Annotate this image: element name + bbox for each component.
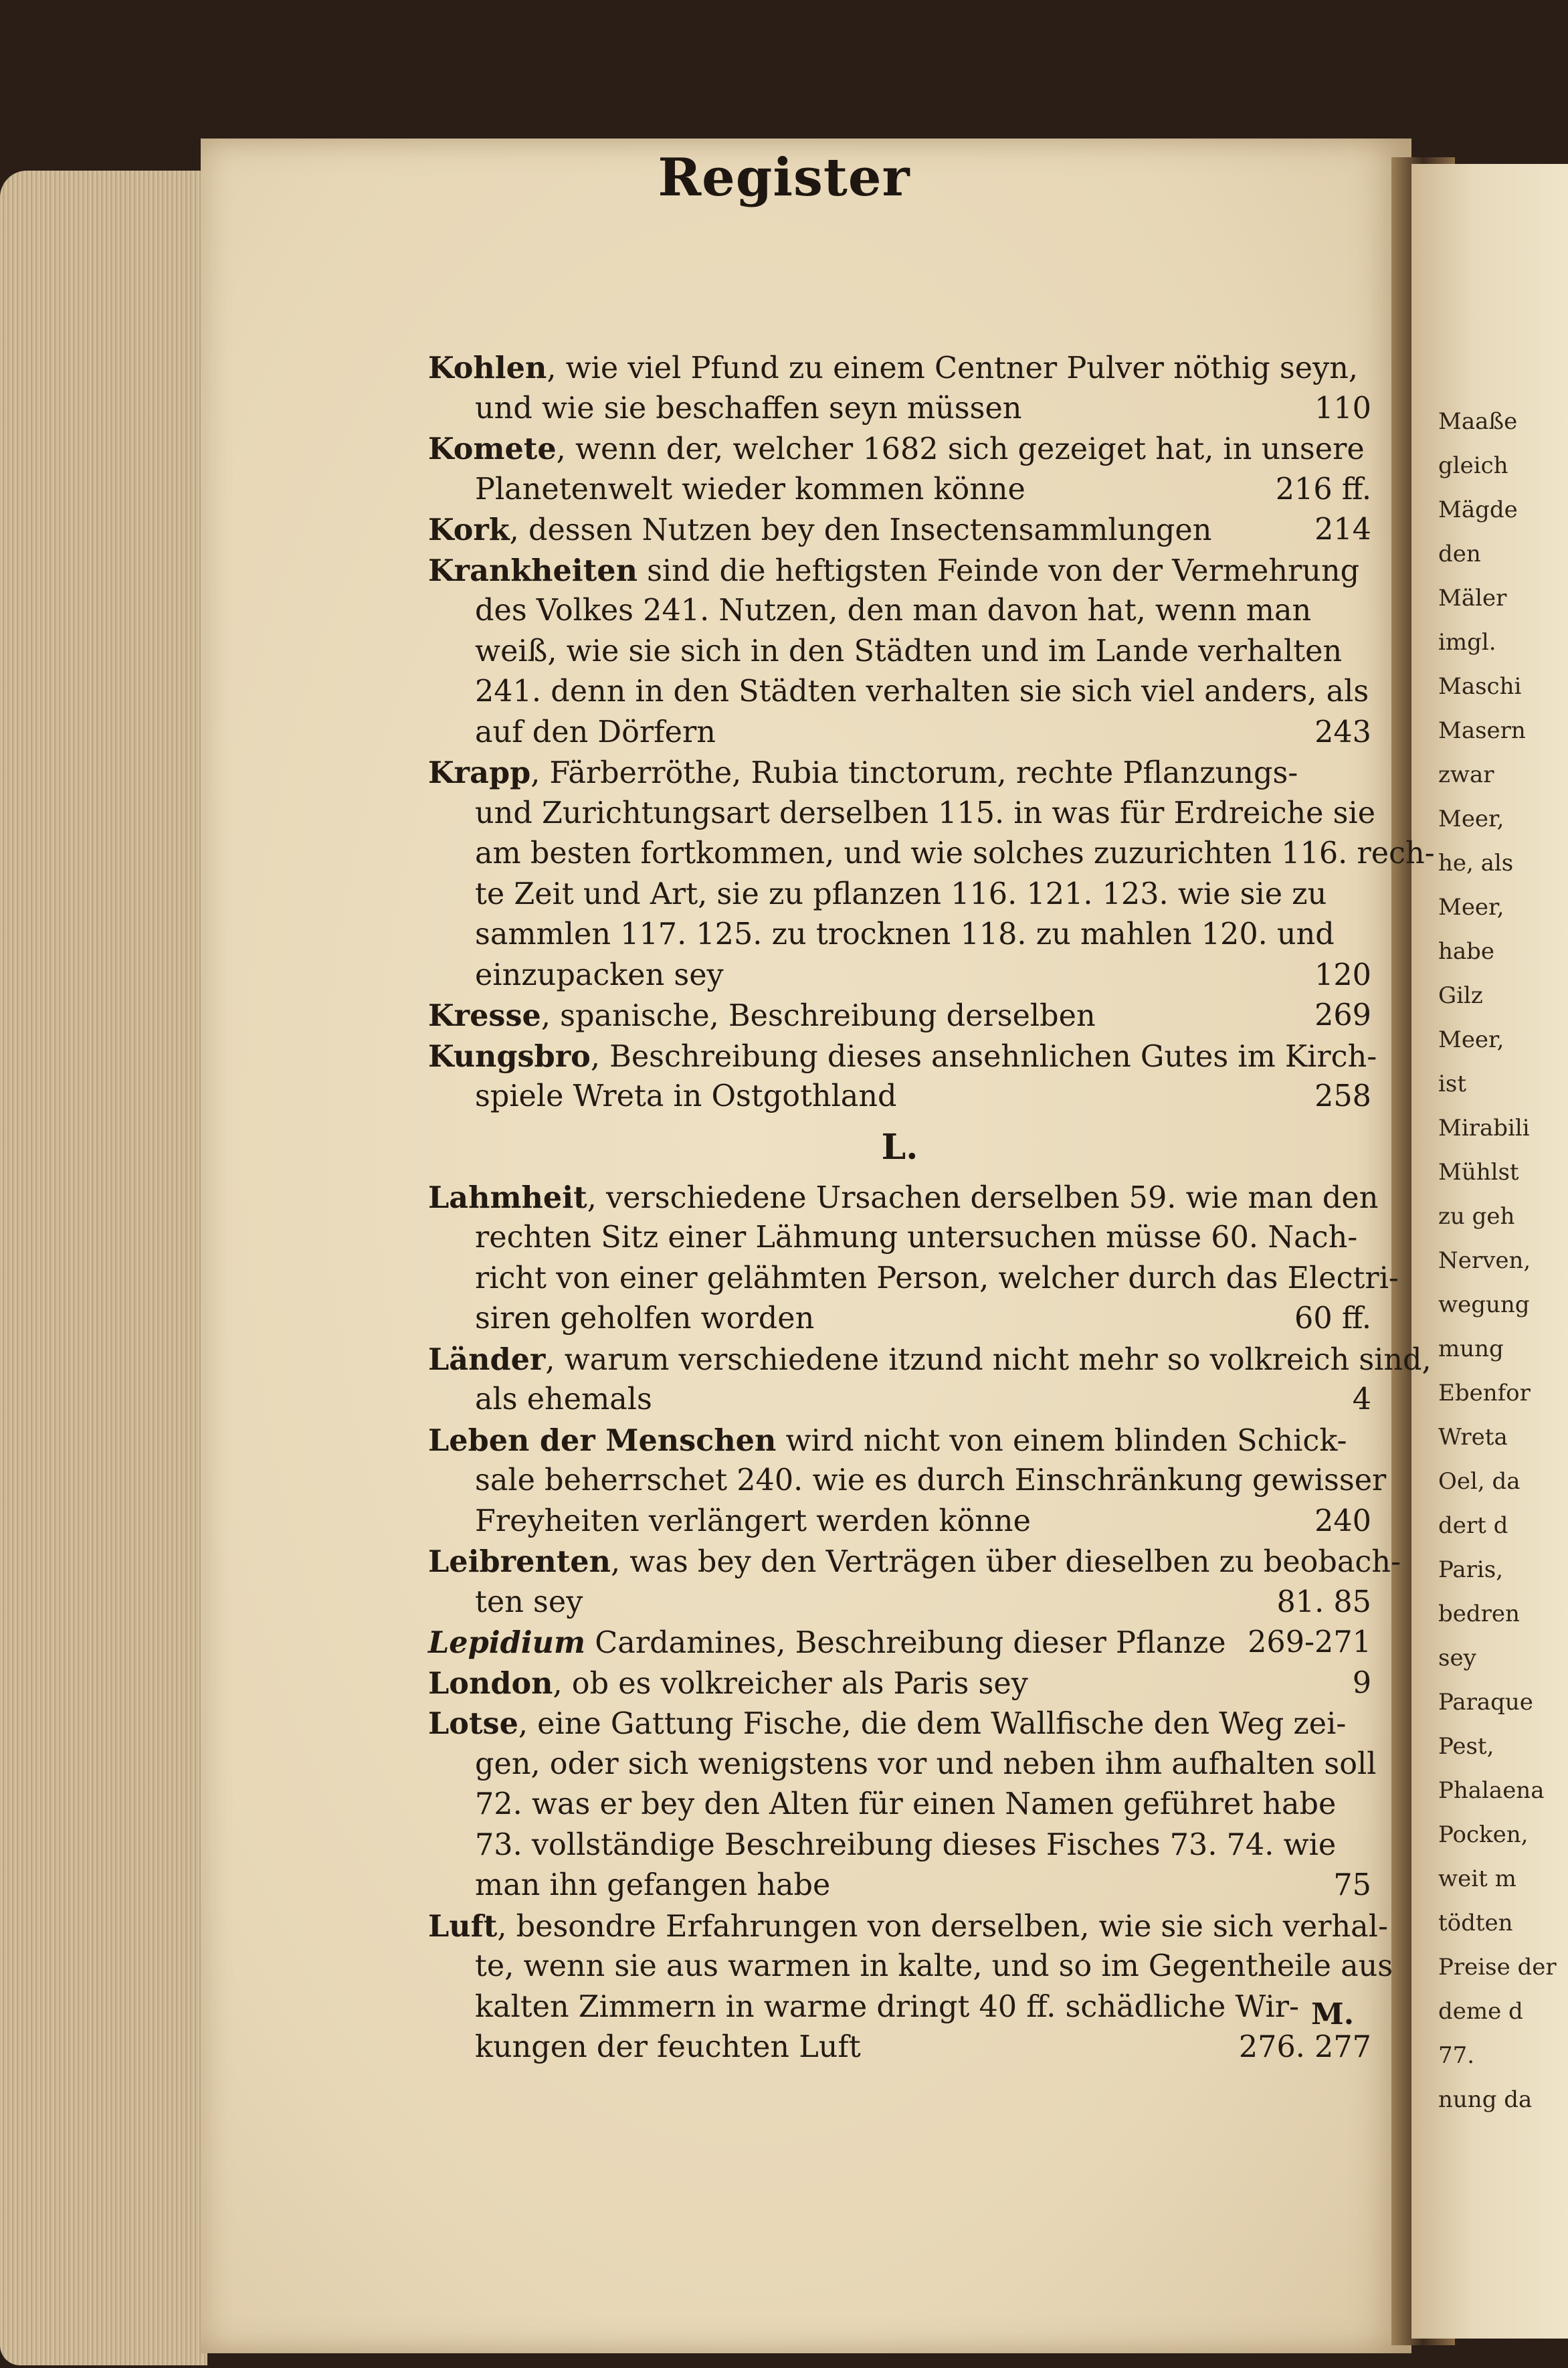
page-reference: 243 xyxy=(1314,715,1371,749)
entry-line xyxy=(428,1421,1371,1461)
entry-text: te, wenn sie aus warmen in kalte, und so im Gegentheile aus xyxy=(475,1949,1393,1983)
entry-text: , spanische, Beschreibung derselben xyxy=(541,999,1096,1033)
entries-k-section xyxy=(428,348,1435,1117)
entry-line xyxy=(428,429,1371,470)
entry-headword: Luft xyxy=(428,1908,498,1944)
register-entry xyxy=(428,429,1371,510)
next-page-fragment: nung da xyxy=(1438,2086,1533,2113)
section-letter: L. xyxy=(881,1126,918,1168)
next-page-fragment: den xyxy=(1438,541,1481,567)
next-page-fragment: Oel, da xyxy=(1438,1468,1521,1495)
entry-line xyxy=(428,794,1376,834)
next-page-fragment: habe xyxy=(1438,938,1495,965)
next-page-fragment: gleich xyxy=(1438,452,1508,479)
entry-text: spiele Wreta in Ostgothland xyxy=(475,1079,897,1113)
register-entry xyxy=(428,1178,1399,1340)
next-page-fragment: Meer, xyxy=(1438,806,1504,832)
entry-line xyxy=(428,1865,1371,1906)
entry-text: und Zurichtungsart derselben 115. in was für Erdreiche sie xyxy=(475,796,1376,830)
page-reference: 9 xyxy=(1352,1665,1371,1700)
entry-line xyxy=(428,1259,1399,1299)
entry-line xyxy=(428,834,1435,875)
page-reference: 60 ff. xyxy=(1294,1301,1371,1336)
next-page-fragment: wegung xyxy=(1438,1291,1530,1318)
entry-text: richt von einer gelähmten Person, welcher durch das Electri- xyxy=(475,1261,1399,1295)
next-page-fragment: Mäler xyxy=(1438,585,1507,612)
register-entry xyxy=(428,1036,1377,1117)
next-page-fragment: Paris, xyxy=(1438,1556,1504,1583)
page-reference: 75 xyxy=(1333,1868,1371,1902)
entry-headword: Kungsbro xyxy=(428,1038,591,1074)
entry-text: als ehemals xyxy=(475,1382,652,1417)
entry-text: Cardamines, Beschreibung dieser Pflanze xyxy=(585,1626,1226,1660)
entry-headword: Leben der Menschen xyxy=(428,1423,777,1458)
register-text xyxy=(428,348,1435,2068)
entry-text: kalten Zimmern in warme dringt 40 ff. schädliche Wir- xyxy=(475,1989,1300,2024)
entry-text: auf den Dörfern xyxy=(475,715,716,749)
entry-line xyxy=(428,1785,1371,1825)
entry-text: 72. was er bey den Alten für einen Namen geführet habe xyxy=(475,1787,1337,1821)
entry-text: te Zeit und Art, sie zu pflanzen 116. 121. 123. wie sie zu xyxy=(475,877,1327,911)
entry-line xyxy=(428,1299,1371,1340)
entry-headword: London xyxy=(428,1665,553,1701)
entry-text: , warum verschiedene itzund nicht mehr so volkreich sind, xyxy=(545,1342,1432,1377)
entry-line xyxy=(428,1340,1432,1380)
register-entry xyxy=(428,348,1371,429)
entry-line xyxy=(428,1704,1371,1744)
entry-text: , was bey den Verträgen über dieselben zu beobach- xyxy=(610,1545,1401,1579)
next-page-fragment: Pocken, xyxy=(1438,1821,1529,1848)
register-entry xyxy=(428,1623,1371,1663)
register-entry xyxy=(428,1704,1377,1906)
page-reference: 81. 85 xyxy=(1276,1584,1371,1619)
entry-text: rechten Sitz einer Lähmung untersuchen müsse 60. Nach- xyxy=(475,1220,1358,1255)
next-page-fragment: Phalaena xyxy=(1438,1777,1545,1804)
next-page-fragment: Mühlst xyxy=(1438,1159,1519,1186)
page-reference: 110 xyxy=(1314,391,1371,426)
next-page-fragment: imgl. xyxy=(1438,629,1496,656)
next-page-fragment: Meer, xyxy=(1438,1026,1504,1053)
next-page-fragment: Gilz xyxy=(1438,982,1483,1009)
page-reference: 258 xyxy=(1314,1079,1371,1113)
entry-line xyxy=(428,1380,1371,1421)
entry-line xyxy=(428,1218,1371,1259)
page-reference: 4 xyxy=(1352,1382,1371,1417)
entry-text: gen, oder sich wenigstens vor und neben ihm aufhalten soll xyxy=(475,1746,1377,1781)
next-page-fragment: sey xyxy=(1438,1645,1476,1671)
next-page-fragment: tödten xyxy=(1438,1910,1513,1936)
entry-headword: Lahmheit xyxy=(428,1180,587,1215)
entry-text: am besten fortkommen, und wie solches zuzurichten 116. rech- xyxy=(475,836,1435,871)
entry-line xyxy=(428,551,1371,591)
entry-line xyxy=(428,955,1371,996)
entry-line xyxy=(428,348,1371,389)
entry-line xyxy=(428,753,1371,794)
entry-text: einzupacken sey xyxy=(475,958,724,992)
entry-headword: Leibrenten xyxy=(428,1544,611,1579)
entry-line xyxy=(428,1178,1379,1218)
entry-text: , Beschreibung dieses ansehnlichen Gutes im Kirch- xyxy=(590,1039,1377,1074)
register-entry xyxy=(428,1421,1387,1542)
entry-headword: Kohlen xyxy=(428,351,547,385)
entry-text: sind die heftigsten Feinde von der Vermehrung xyxy=(637,553,1360,588)
entry-line xyxy=(428,389,1371,430)
right-page-fragment xyxy=(1411,164,1568,2339)
entry-text: man ihn gefangen habe xyxy=(475,1868,831,1902)
register-entry xyxy=(428,1542,1401,1623)
register-entry xyxy=(428,1906,1393,2068)
entry-text: , Färberröthe, xyxy=(530,756,751,790)
register-entry xyxy=(428,996,1371,1036)
next-page-fragment: bedren xyxy=(1438,1601,1520,1627)
entry-line xyxy=(428,1744,1377,1785)
register-entry xyxy=(428,753,1435,996)
next-page-fragment: Meer, xyxy=(1438,894,1504,921)
entry-text: des Volkes 241. Nutzen, den man davon hat, wenn man xyxy=(475,594,1312,628)
entry-line xyxy=(428,1036,1377,1077)
entry-text: ten sey xyxy=(475,1584,583,1619)
entry-text: , wenn der, welcher 1682 sich gezeiget hat, in unsere xyxy=(556,432,1365,466)
entry-line xyxy=(428,1623,1371,1663)
entry-line xyxy=(428,1987,1371,2028)
entry-line xyxy=(428,510,1371,551)
entry-text: , verschiedene Ursachen derselben 59. wie man den xyxy=(587,1180,1379,1215)
entry-text: sale beherrschet 240. wie es durch Einschränkung gewisser xyxy=(475,1463,1387,1497)
page-reference: 240 xyxy=(1314,1504,1371,1538)
register-entry xyxy=(428,1340,1432,1421)
entry-line xyxy=(428,996,1371,1036)
entry-text: und wie sie beschaffen seyn müssen xyxy=(475,391,1022,426)
page-reference: 269-271 xyxy=(1248,1625,1371,1659)
next-page-fragment: mung xyxy=(1438,1336,1504,1362)
register-entry xyxy=(428,551,1371,753)
entry-line xyxy=(428,1582,1371,1623)
running-head: Register xyxy=(658,147,910,208)
entry-text: wird nicht von einem blinden Schick- xyxy=(776,1423,1347,1458)
entry-headword: Länder xyxy=(428,1342,546,1377)
entry-headword: Komete xyxy=(428,432,557,466)
entry-line xyxy=(428,1946,1393,1987)
next-page-fragment: Ebenfor xyxy=(1438,1380,1531,1406)
next-page-fragment: 77. xyxy=(1438,2042,1475,2069)
entry-line xyxy=(428,1825,1371,1866)
entry-text: kungen der feuchten Luft xyxy=(475,2030,861,2064)
entry-line xyxy=(428,875,1371,915)
page-reference: 276. 277 xyxy=(1238,2030,1371,2064)
catchword: M. xyxy=(1311,1997,1355,2031)
next-page-fragment: dert d xyxy=(1438,1512,1508,1539)
entry-text: , dessen Nutzen bey den Insectensammlungen xyxy=(509,513,1212,547)
entry-text: Freyheiten verlängert werden könne xyxy=(475,1504,1031,1538)
entry-text: , eine Gattung Fische, die dem Wallfische den Weg zei- xyxy=(518,1707,1347,1741)
next-page-fragment: Masern xyxy=(1438,717,1526,744)
next-page-fragment: ist xyxy=(1438,1071,1466,1097)
entry-line xyxy=(428,1501,1371,1542)
entry-text: 73. vollständige Beschreibung dieses Fisches 73. 74. wie xyxy=(475,1827,1337,1862)
page-reference: 120 xyxy=(1314,958,1371,992)
next-page-fragment: Maaße xyxy=(1438,408,1518,435)
register-entry xyxy=(428,1663,1371,1704)
next-page-fragment: Mirabili xyxy=(1438,1115,1530,1142)
entry-text: , ob es volkreicher als Paris sey xyxy=(553,1666,1028,1701)
entry-text: sammlen 117. 125. zu trocknen 118. zu mahlen 120. und xyxy=(475,917,1335,951)
register-entry xyxy=(428,510,1371,551)
entry-text: Planetenwelt wieder kommen könne xyxy=(475,472,1025,507)
next-page-fragment: zu geh xyxy=(1438,1203,1515,1230)
next-page-fragment: deme d xyxy=(1438,1998,1523,2025)
entry-line xyxy=(428,713,1371,753)
entry-text: Rubia tinctorum xyxy=(751,756,997,790)
next-page-fragment: weit m xyxy=(1438,1865,1516,1892)
entry-line xyxy=(428,915,1371,955)
entry-line xyxy=(428,1663,1371,1704)
entry-line xyxy=(428,1077,1371,1117)
page-edges xyxy=(0,171,207,2365)
page-reference: 216 ff. xyxy=(1275,472,1371,507)
entry-line xyxy=(428,1461,1387,1501)
entry-line xyxy=(428,470,1371,511)
entry-text: , wie viel Pfund zu einem Centner Pulver nöthig seyn, xyxy=(547,351,1359,385)
entry-line xyxy=(428,632,1371,672)
next-page-fragment: zwar xyxy=(1438,761,1494,788)
page-reference: 214 xyxy=(1314,513,1371,547)
next-page-fragment: Mägde xyxy=(1438,496,1518,523)
entry-headword: Kork xyxy=(428,513,510,547)
next-page-fragment: Maschi xyxy=(1438,673,1522,700)
next-page-fragment: Wreta xyxy=(1438,1424,1508,1451)
entry-headword: Lotse xyxy=(428,1706,518,1741)
page-reference: 269 xyxy=(1314,998,1371,1032)
next-page-fragment: Pest, xyxy=(1438,1733,1494,1760)
entry-headword: Krapp xyxy=(428,755,531,790)
next-page-fragment: Paraque xyxy=(1438,1689,1533,1716)
entry-text: siren geholfen worden xyxy=(475,1301,815,1336)
entry-text: weiß, wie sie sich in den Städten und im Lande verhalten xyxy=(475,634,1343,668)
next-page-fragment: he, als xyxy=(1438,850,1514,877)
entry-text: 241. denn in den Städten verhalten sie sich viel anders, als xyxy=(475,674,1369,709)
entry-line xyxy=(428,1542,1401,1582)
next-page-fragment: Nerven, xyxy=(1438,1247,1531,1274)
next-page-fragment: Preise der xyxy=(1438,1954,1557,1981)
entry-headword: Lepidium xyxy=(428,1625,586,1660)
entry-text: , rechte Pflanzungs- xyxy=(997,756,1298,790)
entry-text: , besondre Erfahrungen von derselben, wie sie sich verhal- xyxy=(497,1909,1388,1944)
entry-line xyxy=(428,672,1371,713)
entry-line xyxy=(428,1906,1388,1947)
entry-headword: Krankheiten xyxy=(428,553,638,588)
entry-headword: Kresse xyxy=(428,998,541,1033)
entry-line xyxy=(428,591,1371,632)
entries-l-section xyxy=(428,1178,1432,2068)
entry-line xyxy=(428,2027,1371,2068)
